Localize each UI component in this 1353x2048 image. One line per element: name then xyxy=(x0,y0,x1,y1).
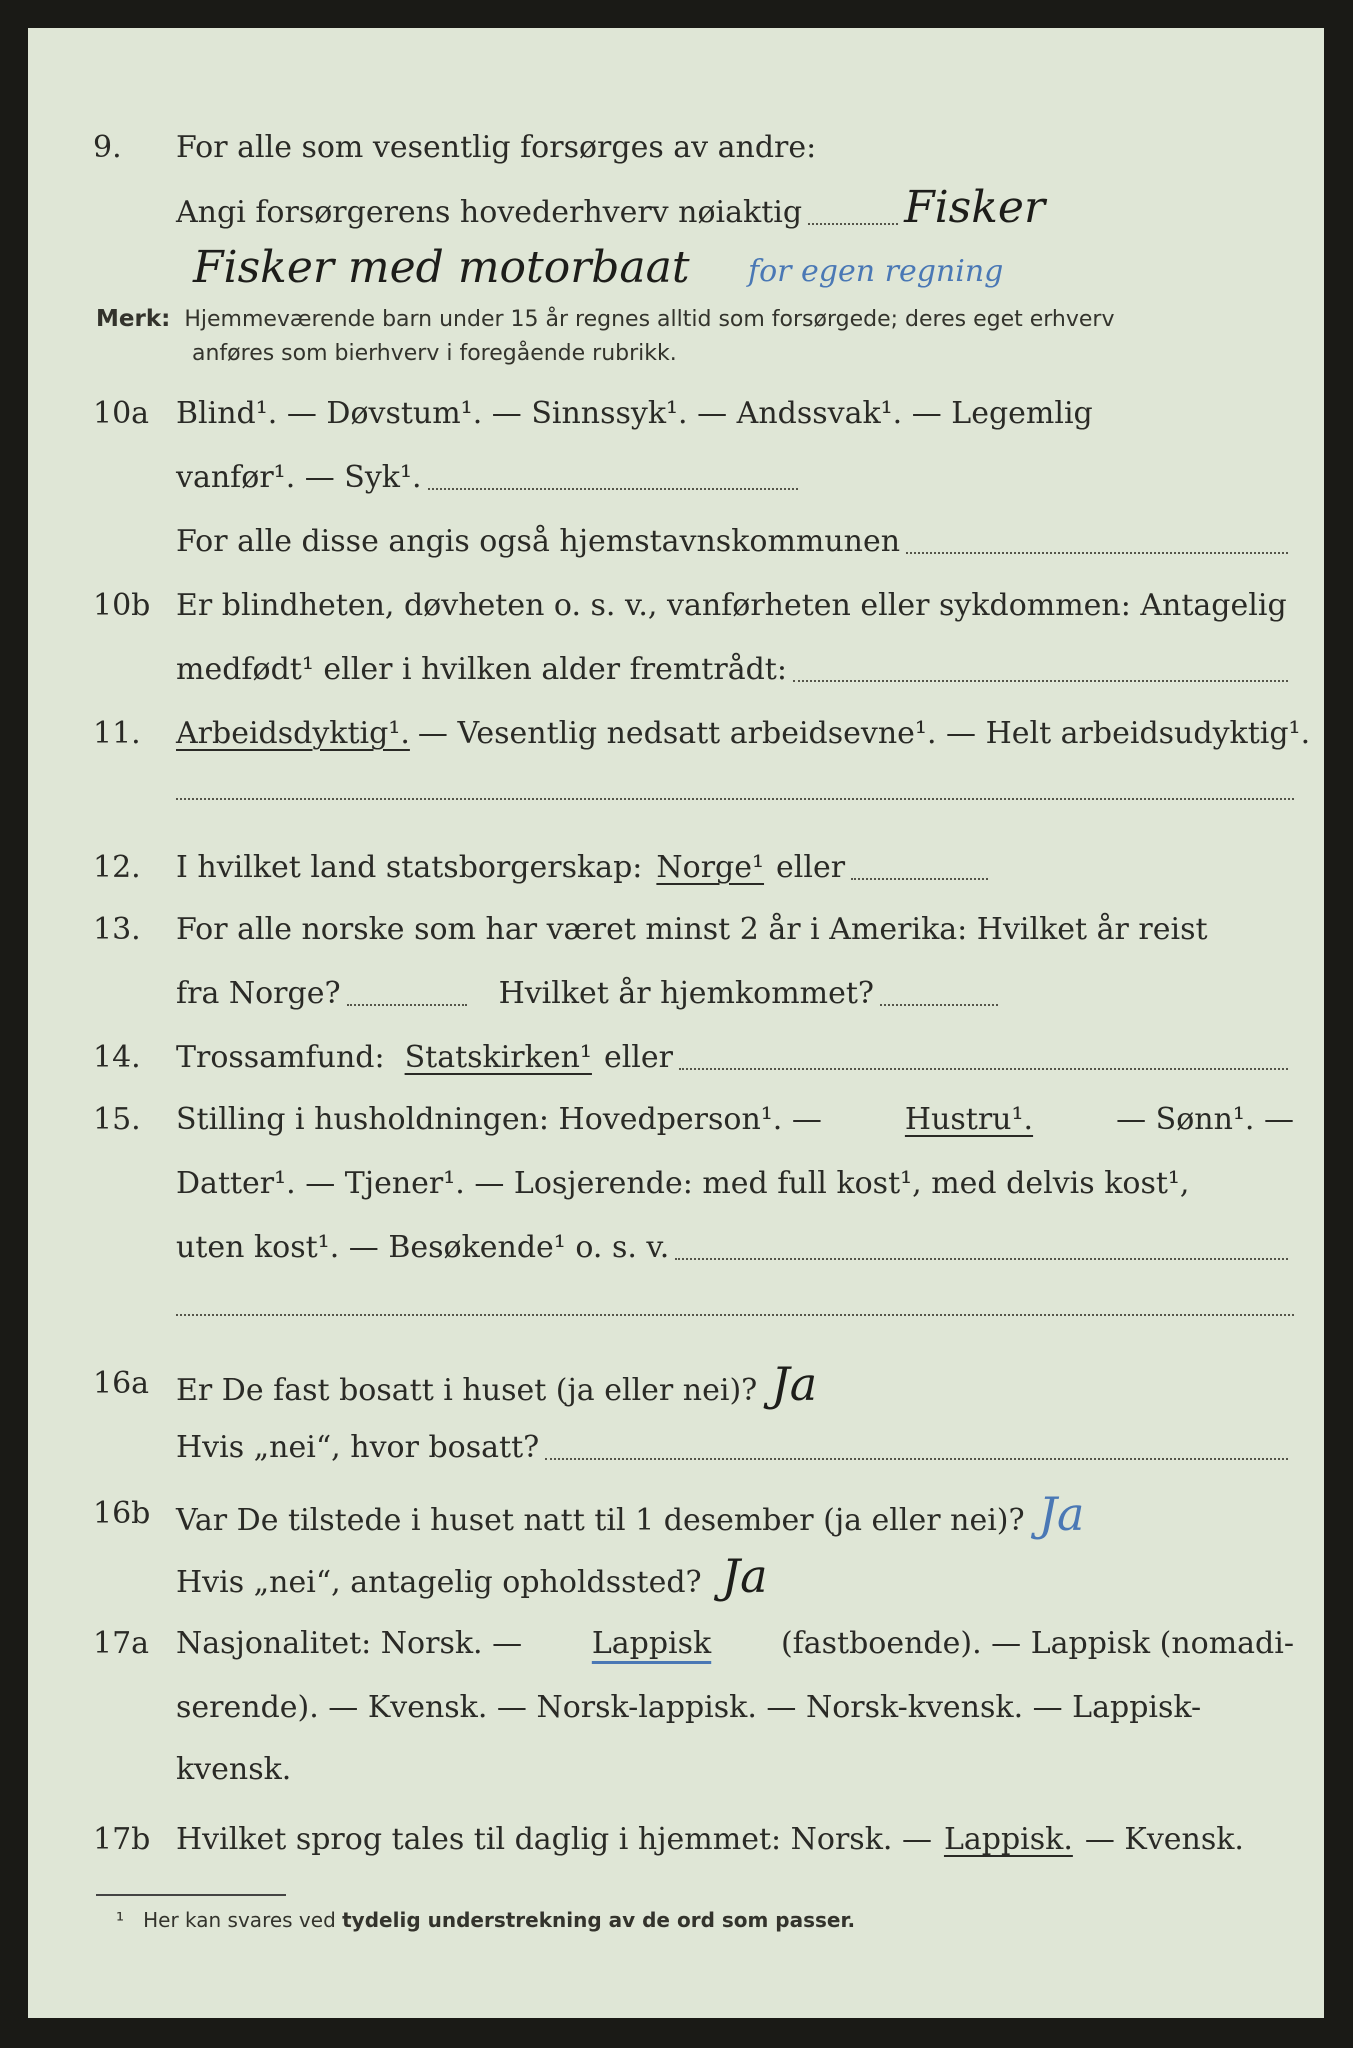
question-text: — Kvensk. xyxy=(1084,1822,1244,1857)
handwritten-answer: Fisker xyxy=(904,182,1045,233)
question-14 xyxy=(28,1038,1324,1078)
question-text: For alle disse angis også hjemstavnskommunen xyxy=(176,524,901,559)
fill-line xyxy=(347,1004,467,1006)
question-15 xyxy=(28,1100,1324,1140)
underlined-option: Statskirken¹ xyxy=(404,1040,592,1075)
question-text: Hvilket sprog tales til daglig i hjemmet: Norsk. — xyxy=(176,1822,932,1857)
question-text: eller xyxy=(776,850,846,885)
question-text: Er blindheten, døvheten o. s. v., vanførheten eller sykdommen: Antagelig xyxy=(176,588,1287,623)
footnote-text: Her kan svares ved xyxy=(143,1908,336,1932)
question-10a-line2 xyxy=(28,458,1324,498)
question-16b-line2 xyxy=(28,1549,1324,1603)
note-text: anføres som bierhverv i foregående rubrikk. xyxy=(192,341,677,366)
question-11 xyxy=(28,714,1324,754)
question-16a-line2 xyxy=(28,1428,1324,1468)
question-9-line2 xyxy=(28,182,1324,233)
question-10b xyxy=(28,586,1324,626)
question-10a-line3 xyxy=(28,522,1324,562)
question-16b xyxy=(28,1487,1324,1541)
question-text: Stilling i husholdningen: Hovedperson¹. — xyxy=(176,1102,822,1137)
fill-line xyxy=(545,1458,1288,1460)
spacer xyxy=(1090,1531,1288,1533)
question-12 xyxy=(28,848,1324,888)
footnote-rule xyxy=(96,1894,286,1896)
question-16a xyxy=(28,1357,1324,1411)
question-17a-line2 xyxy=(28,1688,1324,1728)
question-15-line2 xyxy=(28,1164,1324,1204)
question-text: Var De tilstede i huset natt til 1 desember (ja eller nei)? xyxy=(176,1503,1025,1538)
question-9 xyxy=(28,128,1324,168)
question-17a xyxy=(28,1624,1324,1664)
underlined-option: Lappisk xyxy=(591,1626,712,1661)
fill-line xyxy=(793,680,1288,682)
question-text: serende). — Kvensk. — Norsk-lappisk. — Norsk-kvensk. — Lappisk- xyxy=(176,1690,1202,1725)
question-text: eller xyxy=(603,1040,673,1075)
fill-line xyxy=(176,1314,1294,1316)
question-number: 14. xyxy=(93,1040,141,1075)
fill-line xyxy=(176,798,1294,800)
fill-line xyxy=(675,1258,1288,1260)
question-text: I hvilket land statsborgerskap: xyxy=(176,850,643,885)
question-text: Hvis „nei“, hvor bosatt? xyxy=(176,1430,540,1465)
footnote xyxy=(116,1908,855,1932)
question-number: 16b xyxy=(93,1496,151,1531)
underlined-option: Arbeidsdyktig¹. xyxy=(176,716,410,751)
question-text: Hvilket år hjemkommet? xyxy=(498,976,875,1011)
underlined-option: Hustru¹. xyxy=(904,1102,1034,1137)
question-text: Er De fast bosatt i huset (ja eller nei)? xyxy=(176,1373,758,1408)
handwritten-answer-blue: for egen regning xyxy=(748,254,1004,289)
footnote-bold-text: tydelig understrekning av de ord som passer. xyxy=(342,1908,856,1932)
fill-line xyxy=(808,223,898,225)
question-text: — Sønn¹. — xyxy=(1116,1102,1294,1137)
fill-line xyxy=(428,488,798,490)
question-text: Trossamfund: xyxy=(176,1040,385,1075)
underlined-option: Lappisk. xyxy=(943,1822,1073,1857)
question-number: 17a xyxy=(93,1626,150,1661)
question-number: 15. xyxy=(93,1102,141,1137)
question-number: 11. xyxy=(93,716,141,751)
handwritten-answer: Fisker med motorbaat xyxy=(193,242,690,293)
fill-line xyxy=(679,1068,1288,1070)
question-15-line3 xyxy=(28,1228,1324,1268)
note-label: Merk: xyxy=(96,306,171,332)
question-10b-line2 xyxy=(28,650,1324,690)
fill-line xyxy=(906,552,1288,554)
question-text: vanfør¹. — Syk¹. xyxy=(176,460,422,495)
census-form-page xyxy=(28,28,1324,2018)
question-9-answer xyxy=(28,242,1324,298)
question-number: 10b xyxy=(93,588,151,623)
question-13 xyxy=(28,910,1324,950)
question-text: Angi forsørgerens hovederhverv nøiaktig xyxy=(176,195,803,230)
question-text: kvensk. xyxy=(176,1752,292,1787)
underlined-option: Norge¹ xyxy=(656,850,765,885)
question-10a xyxy=(28,394,1324,434)
question-number: 10a xyxy=(93,396,150,431)
question-17a-line3 xyxy=(28,1750,1324,1790)
note-text: Hjemmeværende barn under 15 år regnes alltid som forsørgede; deres eget erhverv xyxy=(184,307,1115,332)
question-number: 16a xyxy=(93,1366,150,1401)
question-13-line2 xyxy=(28,974,1324,1014)
question-number: 12. xyxy=(93,850,141,885)
handwritten-answer-blue: Ja xyxy=(1038,1487,1085,1541)
handwritten-answer: Ja xyxy=(721,1549,768,1603)
footnote-mark: ¹ xyxy=(116,1908,125,1932)
question-text: Blind¹. — Døvstum¹. — Sinnssyk¹. — Andssvak¹. — Legemlig xyxy=(176,396,1093,431)
question-text: fra Norge? xyxy=(176,976,341,1011)
question-text: uten kost¹. — Besøkende¹ o. s. v. xyxy=(176,1230,670,1265)
note xyxy=(96,302,1294,371)
question-17b xyxy=(28,1820,1324,1860)
question-text: For alle som vesentlig forsørges av andre: xyxy=(176,130,817,165)
question-text: — Vesentlig nedsatt arbeidsevne¹. — Helt arbeidsudyktig¹. xyxy=(417,716,1311,751)
question-text: Hvis „nei“, antagelig opholdssted? xyxy=(176,1565,702,1600)
question-text: medfødt¹ eller i hvilken alder fremtrådt: xyxy=(176,652,787,687)
fill-line xyxy=(851,878,988,880)
handwritten-answer: Ja xyxy=(771,1357,818,1411)
question-number: 13. xyxy=(93,912,141,947)
question-text: (fastboende). — Lappisk (nomadi- xyxy=(780,1626,1294,1661)
question-number: 17b xyxy=(93,1822,151,1857)
fill-line xyxy=(880,1004,998,1006)
question-text: Datter¹. — Tjener¹. — Losjerende: med full kost¹, med delvis kost¹, xyxy=(176,1166,1190,1201)
question-text: For alle norske som har været minst 2 år i Amerika: Hvilket år reist xyxy=(176,912,1208,947)
question-text: Nasjonalitet: Norsk. — xyxy=(176,1626,523,1661)
question-number: 9. xyxy=(93,130,122,165)
